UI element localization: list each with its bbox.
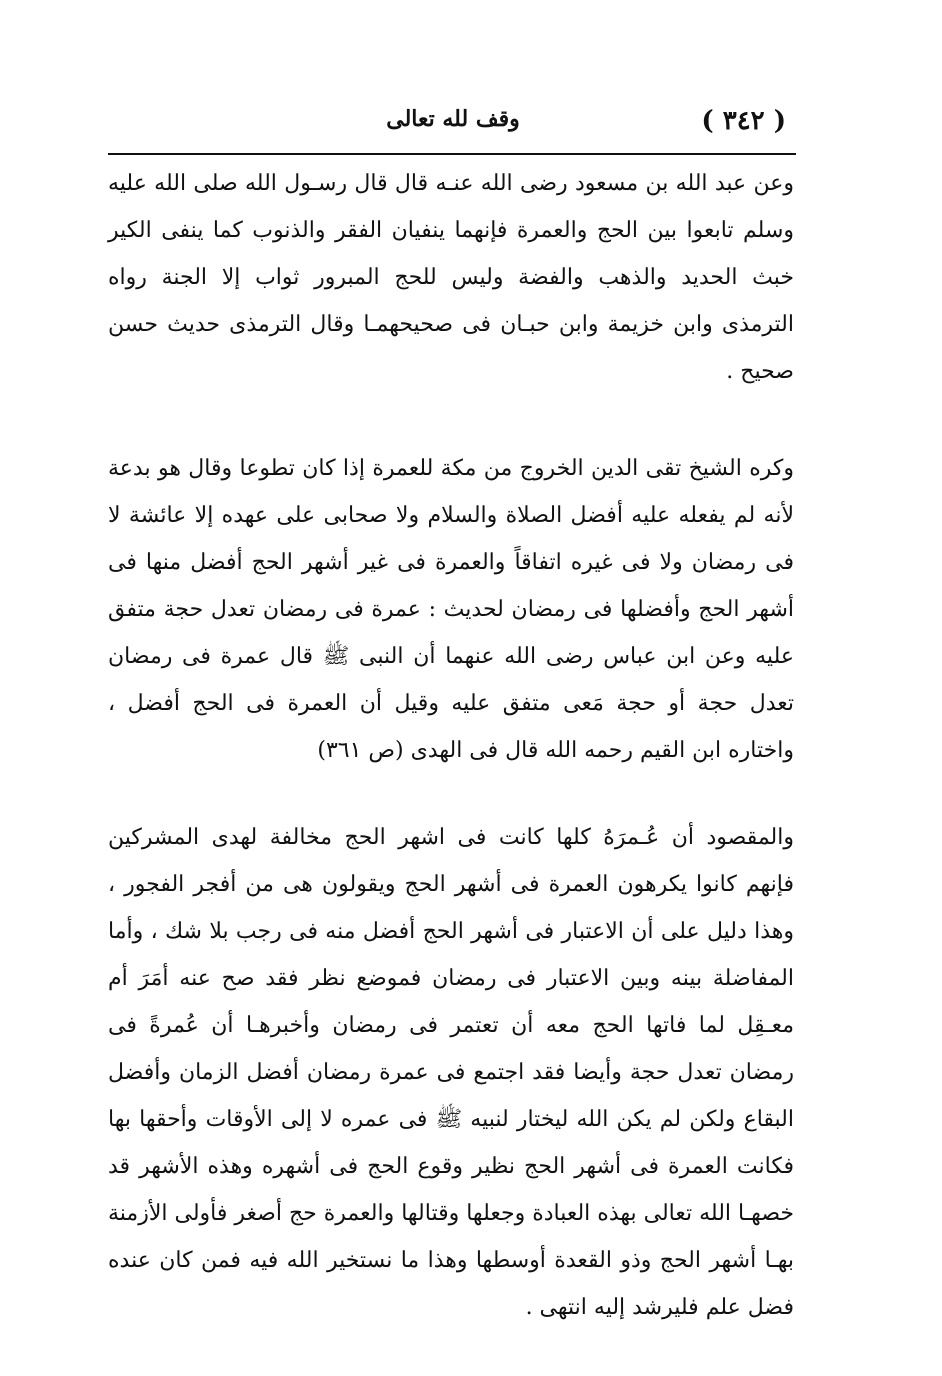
header-divider: [108, 153, 796, 155]
paragraph-hadith-ibn-masud: وعن عبد الله بن مسعود رضى الله عنـه قال قال رسـول الله صلى الله عليه وسلم تابعوا بين الحج والعمرة فإنهما ينفيان الفقر والذنوب كما ينفى الكير خبث الحديد والذهب والفضة وليس للحج المبرور ثواب إلا الجنة رواه الترمذى وابن خزيمة وابن حبـان فى صحيحهمـا وقال الترمذى حديث حسن صحيح .: [108, 171, 794, 384]
running-title: وقف لله تعالى: [386, 106, 520, 132]
page-header: [112, 100, 794, 148]
paragraph-umrah-in-hajj-months: والمقصود أن عُـمرَهُ كلها كانت فى اشهر الحج مخالفة لهدى المشركين فإنهم كانوا يكرهون العمرة فى أشهر الحج ويقولون هى من أفجر الفجور ، وهذا دليل على أن الاعتبار فى أشهر الحج أفضل منه فى رجب بلا شك ، وأما المفاضلة بينه وبين الاعتبار فى رمضان فموضع نظر فقد صح عنه أمَرَ أم معـقِل لما فاتها الحج معه أن تعتمر فى رمضان وأخبرهـا أن عُمرةً فى رمضان تعدل حجة وأيضا فقد اجتمع فى عمرة رمضان أفضل الزمان وأفضل البقاع ولكن لم يكن الله ليختار لنبيه ﷺ فى عمره لا إلى الأوقات وأحقها بها فكانت العمرة فى أشهر الحج نظير وقوع الحج فى أشهره وهذه الأشهر قد خصهـا الله تعالى بهذه العبادة وجعلها وقتالها والعمرة حج أصغر فأولى الأزمنة بهـا أشهر الحج وذو القعدة أوسطها وهذا ما نستخير الله فيه فمن كان عنده فضل علم فليرشد إليه انتهى .: [108, 825, 794, 1320]
body-text: [108, 160, 794, 1331]
page-number: ( ٣٤٢ ): [701, 106, 786, 136]
paragraph-sheikh-taqi-al-din: وكره الشيخ تقى الدين الخروج من مكة للعمرة إذا كان تطوعا وقال هو بدعة لأنه لم يفعله عليه أفضل الصلاة والسلام ولا صحابى على عهده إلا عائشة لا فى رمضان ولا فى غيره اتفاقاً والعمرة فى غير أشهر الحج أفضل منها فى أشهر الحج وأفضلها فى رمضان لحديث : عمرة فى رمضان تعدل حجة متفق عليه وعن ابن عباس رضى الله عنهما أن النبى ﷺ قال عمرة فى رمضان تعدل حجة أو حجة مَعى متفق عليه وقيل أن العمرة فى الحج أفضل ، واختاره ابن القيم رحمه الله قال فى الهدى (ص ٣٦١): [108, 456, 794, 763]
